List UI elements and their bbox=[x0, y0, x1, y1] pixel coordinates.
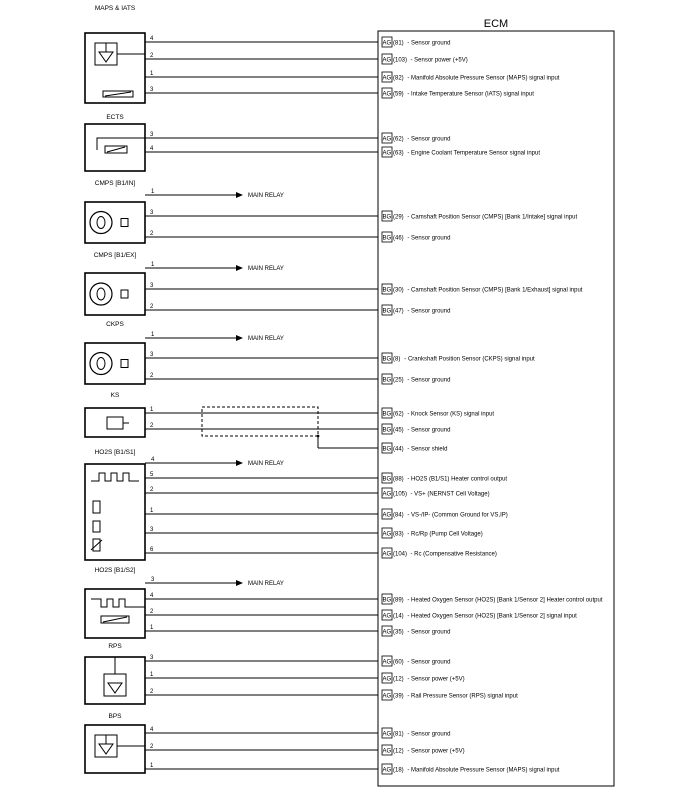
ecm-terminal-label: BG bbox=[382, 476, 392, 483]
relay-pin-number: 1 bbox=[151, 262, 155, 268]
relay-pin-number: 1 bbox=[151, 189, 155, 195]
ecm-pin-description: - Sensor ground bbox=[407, 235, 451, 242]
pin-connection bbox=[145, 689, 518, 700]
sensor-ho2s2-7 bbox=[85, 567, 603, 638]
heater-coil-icon bbox=[91, 473, 139, 481]
ecm-terminal-label: AG bbox=[382, 731, 392, 738]
pin-connection bbox=[145, 36, 450, 47]
pin-connection bbox=[145, 672, 465, 683]
ecm-pin-description: - Sensor ground bbox=[407, 40, 451, 47]
pin-connection bbox=[145, 593, 603, 604]
pin-number: 3 bbox=[150, 210, 154, 216]
sensor-box bbox=[85, 589, 145, 638]
sensor-bps-9 bbox=[85, 713, 560, 774]
ecm-pin-code: (81) bbox=[393, 40, 404, 47]
pin-connection bbox=[145, 508, 508, 519]
ecm-terminal-label: BG bbox=[382, 377, 392, 384]
ecm-title: ECM bbox=[483, 18, 509, 30]
pin-number: 2 bbox=[150, 231, 154, 237]
hall-sensor-icon bbox=[90, 353, 112, 375]
ecm-pin-description: - Manifold Absolute Pressure Sensor (MAPS) signal input bbox=[407, 767, 560, 774]
ecm-pin-code: (12) bbox=[393, 676, 404, 683]
ecm-terminal-label: AG bbox=[382, 136, 392, 143]
ecm-terminal-label: BG bbox=[382, 427, 392, 434]
ecm-pin-code: (18) bbox=[393, 767, 404, 774]
thermistor-slash bbox=[105, 92, 131, 96]
ecm-pin-code: (84) bbox=[393, 512, 404, 519]
ecm-pin-code: (63) bbox=[393, 150, 404, 157]
ecm-pin-description: - Sensor ground bbox=[407, 629, 451, 636]
ecm-pin-code: (12) bbox=[393, 748, 404, 755]
ecm-terminal-label: AG bbox=[382, 748, 392, 755]
sensor-ects-1 bbox=[85, 114, 540, 171]
ecm-terminal-label: AG bbox=[382, 659, 392, 666]
ecm-pin-code: (14) bbox=[393, 613, 404, 620]
ecm-pin-description: - Knock Sensor (KS) signal input bbox=[407, 411, 495, 418]
pin-number: 3 bbox=[150, 527, 154, 533]
cell-icon bbox=[93, 501, 100, 513]
sensor-hall-3 bbox=[85, 252, 583, 315]
sensor-box bbox=[85, 202, 145, 243]
ecm-pin-code: (104) bbox=[393, 551, 408, 558]
pin-connection bbox=[145, 407, 494, 418]
ecm-terminal-label: AG bbox=[382, 551, 392, 558]
ecm-pin-code: (44) bbox=[393, 446, 404, 453]
pressure-sensor-icon bbox=[99, 52, 113, 62]
pin-number: 1 bbox=[150, 508, 154, 514]
pin-number: 4 bbox=[150, 146, 154, 152]
relay-arrow-icon bbox=[236, 335, 243, 341]
ecm-pin-description: - Sensor ground bbox=[407, 136, 451, 143]
ecm-terminal-label: BG bbox=[382, 356, 392, 363]
sensor-name-label: BPS bbox=[108, 713, 122, 720]
cell-icon bbox=[93, 521, 100, 532]
heater-coil-icon bbox=[91, 599, 145, 607]
ecm-pin-code: (45) bbox=[393, 427, 404, 434]
sensor-hall-2 bbox=[85, 180, 577, 243]
pin-number: 2 bbox=[150, 304, 154, 310]
sensor-name-label: HO2S [B1/S1] bbox=[94, 449, 136, 456]
ecm-pin-description: - Rc (Compensative Resistance) bbox=[410, 551, 497, 558]
ecm-terminal-label: BG bbox=[382, 411, 392, 418]
ecm-pin-code: (60) bbox=[393, 659, 404, 666]
sensor-name-label: CMPS [B1/IN] bbox=[94, 180, 136, 187]
pin-number: 4 bbox=[150, 727, 154, 733]
sensor-hall-4 bbox=[85, 321, 535, 384]
ecm-pin-description: - Camshaft Position Sensor (CMPS) [Bank 1/Intake] signal input bbox=[407, 214, 578, 221]
relay-arrow-icon bbox=[236, 580, 243, 586]
ecm-pin-code: (105) bbox=[393, 491, 408, 498]
sensor-box bbox=[85, 343, 145, 384]
pin-number: 3 bbox=[150, 655, 154, 661]
ecm-pin-description: - Sensor ground bbox=[407, 308, 451, 315]
sensor-ho2s1-6 bbox=[85, 446, 508, 560]
main-relay-label: MAIN RELAY bbox=[248, 461, 284, 467]
ecm-pin-description: - Heated Oxygen Sensor (HO2S) [Bank 1/Sensor 2] signal input bbox=[407, 613, 577, 620]
pin-connection bbox=[317, 435, 448, 453]
pin-connection bbox=[145, 71, 560, 82]
pin-connection bbox=[145, 487, 490, 498]
pin-number: 3 bbox=[150, 352, 154, 358]
sensor-name-label: HO2S [B1/S2] bbox=[94, 567, 136, 574]
hall-sensor-icon bbox=[90, 283, 112, 305]
pressure-sensor-icon bbox=[99, 744, 113, 754]
pin-connection bbox=[145, 423, 450, 434]
ecm-pin-description: - Sensor ground bbox=[407, 659, 451, 666]
hall-element-icon bbox=[121, 360, 128, 368]
ecm-pin-code: (47) bbox=[393, 308, 404, 315]
shield-region bbox=[202, 407, 318, 436]
ecm-pin-description: - Engine Coolant Temperature Sensor signal input bbox=[407, 150, 541, 157]
ecm-pin-code: (29) bbox=[393, 214, 404, 221]
main-relay-label: MAIN RELAY bbox=[248, 193, 284, 199]
pin-number: 3 bbox=[150, 87, 154, 93]
pin-connection bbox=[145, 210, 577, 221]
ecm-pin-code: (25) bbox=[393, 377, 404, 384]
ecm-terminal-label: AG bbox=[382, 57, 392, 64]
ecm-terminal-label: AG bbox=[382, 629, 392, 636]
hall-element-icon bbox=[121, 290, 128, 298]
sensor-name-label: ECTS bbox=[106, 114, 124, 121]
ecm-terminal-label: AG bbox=[382, 512, 392, 519]
ecm-pin-code: (103) bbox=[393, 57, 408, 64]
pin-number: 2 bbox=[150, 609, 154, 615]
ecm-terminal-label: AG bbox=[382, 613, 392, 620]
sensor-name-label: KS bbox=[110, 392, 120, 399]
ecm-pin-description: - Rc/Rp (Pump Cell Voltage) bbox=[407, 531, 483, 538]
sensor-box bbox=[85, 273, 145, 315]
ecm-pin-description: - Sensor shield bbox=[407, 446, 448, 453]
ecm-pin-description: - VS+ (NERNST Cell Voltage) bbox=[410, 491, 490, 498]
relay-pin-number: 4 bbox=[151, 457, 155, 463]
pin-connection bbox=[145, 146, 540, 157]
pin-connection bbox=[145, 283, 583, 294]
pin-connection bbox=[145, 373, 450, 384]
sensor-box bbox=[85, 408, 145, 437]
ecm-pin-description: - Sensor power (+5V) bbox=[407, 748, 465, 755]
sensor-box bbox=[85, 464, 145, 560]
ecm-pin-code: (39) bbox=[393, 693, 404, 700]
ecm-terminal-label: AG bbox=[382, 75, 392, 82]
ecm-pin-description: - Sensor ground bbox=[407, 427, 451, 434]
pin-connection bbox=[145, 132, 450, 143]
hall-element-icon bbox=[121, 219, 128, 227]
pin-number: 4 bbox=[150, 36, 154, 42]
sensor-box bbox=[85, 124, 145, 171]
ecm-pin-description: - Heated Oxygen Sensor (HO2S) [Bank 1/Sensor 2] Heater control output bbox=[407, 597, 603, 604]
ecm-pin-description: - Camshaft Position Sensor (CMPS) [Bank 1/Exhaust] signal input bbox=[407, 287, 583, 294]
ecm-pin-description: - HO2S (B1/S1) Heater control output bbox=[407, 476, 508, 483]
ecm-terminal-label: AG bbox=[382, 91, 392, 98]
pin-connection bbox=[145, 53, 468, 64]
ecm-terminal-label: AG bbox=[382, 150, 392, 157]
relay-arrow-icon bbox=[236, 192, 243, 198]
pin-number: 3 bbox=[150, 132, 154, 138]
sensor-name-label: MAPS & IATS bbox=[94, 5, 136, 12]
sensor-box bbox=[85, 725, 145, 773]
sensor-name-label: RPS bbox=[108, 643, 122, 650]
ecm-terminal-label: BG bbox=[382, 235, 392, 242]
hall-sensor-core-icon bbox=[97, 358, 105, 370]
ecm-pin-code: (62) bbox=[393, 136, 404, 143]
ecm-pin-code: (81) bbox=[393, 731, 404, 738]
ecm-pin-code: (89) bbox=[393, 597, 404, 604]
ecm-pin-code: (83) bbox=[393, 531, 404, 538]
ecm-pin-description: - Sensor ground bbox=[407, 731, 451, 738]
ecm-pin-description: - Sensor power (+5V) bbox=[410, 57, 468, 64]
ecm-pin-description: - VS-/IP- (Common Ground for VS,IP) bbox=[407, 512, 508, 519]
pin-number: 2 bbox=[150, 487, 154, 493]
ecm-pin-code: (46) bbox=[393, 235, 404, 242]
ecm-pin-description: - Sensor ground bbox=[407, 377, 451, 384]
pin-connection bbox=[145, 625, 450, 636]
pin-connection bbox=[145, 547, 497, 558]
pin-connection bbox=[145, 655, 450, 666]
sensor-name-label: CMPS [B1/EX] bbox=[93, 252, 137, 259]
pin-number: 3 bbox=[150, 283, 154, 289]
relay-arrow-icon bbox=[236, 460, 243, 466]
ecm-terminal-label: AG bbox=[382, 676, 392, 683]
relay-arrow-icon bbox=[236, 265, 243, 271]
ecm-pin-description: - Crankshaft Position Sensor (CKPS) signal input bbox=[404, 356, 535, 363]
ecm-terminal-label: BG bbox=[382, 308, 392, 315]
ecm-terminal-label: AG bbox=[382, 40, 392, 47]
pin-connection bbox=[145, 727, 450, 738]
element-slash bbox=[103, 617, 127, 622]
pin-connection bbox=[145, 87, 534, 98]
pin-connection bbox=[145, 352, 535, 363]
thermistor-slash bbox=[107, 147, 125, 152]
pin-number: 2 bbox=[150, 744, 154, 750]
ecm-terminal-label: BG bbox=[382, 214, 392, 221]
knock-sensor-icon bbox=[107, 417, 123, 429]
ecm-pin-code: (8) bbox=[393, 356, 401, 363]
ecm-pin-code: (35) bbox=[393, 629, 404, 636]
relay-pin-number: 1 bbox=[151, 332, 155, 338]
relay-pin-number: 3 bbox=[151, 577, 155, 583]
ecm-terminal-label: AG bbox=[382, 531, 392, 538]
hall-sensor-icon bbox=[90, 212, 112, 234]
ecm-terminal-label: AG bbox=[382, 693, 392, 700]
pin-number: 1 bbox=[150, 763, 154, 769]
pin-number: 6 bbox=[150, 547, 154, 553]
ecm-terminal-label: AG bbox=[382, 767, 392, 774]
pin-number: 2 bbox=[150, 373, 154, 379]
ecm-pin-description: - Rail Pressure Sensor (RPS) signal input bbox=[407, 693, 518, 700]
ecm-pin-description: - Intake Temperature Sensor (IATS) signal input bbox=[407, 91, 534, 98]
ecm-terminal-label: BG bbox=[382, 446, 392, 453]
ecm-pin-code: (82) bbox=[393, 75, 404, 82]
hall-sensor-core-icon bbox=[97, 288, 105, 300]
pin-number: 4 bbox=[150, 593, 154, 599]
pin-number: 2 bbox=[150, 689, 154, 695]
pin-number: 5 bbox=[150, 472, 154, 478]
main-relay-label: MAIN RELAY bbox=[248, 581, 284, 587]
sensor-name-label: CKPS bbox=[106, 321, 124, 328]
ecm-pin-description: - Manifold Absolute Pressure Sensor (MAPS) signal input bbox=[407, 75, 560, 82]
pin-connection bbox=[145, 304, 450, 315]
pin-number: 1 bbox=[150, 672, 154, 678]
hall-sensor-core-icon bbox=[97, 217, 105, 229]
ecm-terminal-label: BG bbox=[382, 287, 392, 294]
ecm-terminal-label: BG bbox=[382, 597, 392, 604]
sensor-rps-8 bbox=[85, 643, 518, 704]
pin-connection bbox=[145, 472, 507, 483]
ecm-pin-code: (30) bbox=[393, 287, 404, 294]
sensor-ks-5 bbox=[85, 392, 494, 453]
ecm-pin-code: (88) bbox=[393, 476, 404, 483]
pin-connection bbox=[145, 763, 560, 774]
pressure-sensor-icon bbox=[108, 683, 122, 693]
pin-connection bbox=[145, 231, 450, 242]
ecm-terminal-label: AG bbox=[382, 491, 392, 498]
pin-number: 2 bbox=[150, 423, 154, 429]
pin-connection bbox=[145, 609, 577, 620]
pin-number: 1 bbox=[150, 71, 154, 77]
sensors-layer bbox=[85, 5, 603, 774]
pin-connection bbox=[145, 527, 483, 538]
ecm-pin-description: - Sensor power (+5V) bbox=[407, 676, 465, 683]
main-relay-label: MAIN RELAY bbox=[248, 266, 284, 272]
pin-number: 2 bbox=[150, 53, 154, 59]
ecm-pin-code: (59) bbox=[393, 91, 404, 98]
main-relay-label: MAIN RELAY bbox=[248, 336, 284, 342]
ecm-box bbox=[378, 31, 614, 786]
pin-number: 1 bbox=[150, 407, 154, 413]
pin-number: 1 bbox=[150, 625, 154, 631]
ecm-pin-code: (62) bbox=[393, 411, 404, 418]
pin-connection bbox=[145, 744, 465, 755]
